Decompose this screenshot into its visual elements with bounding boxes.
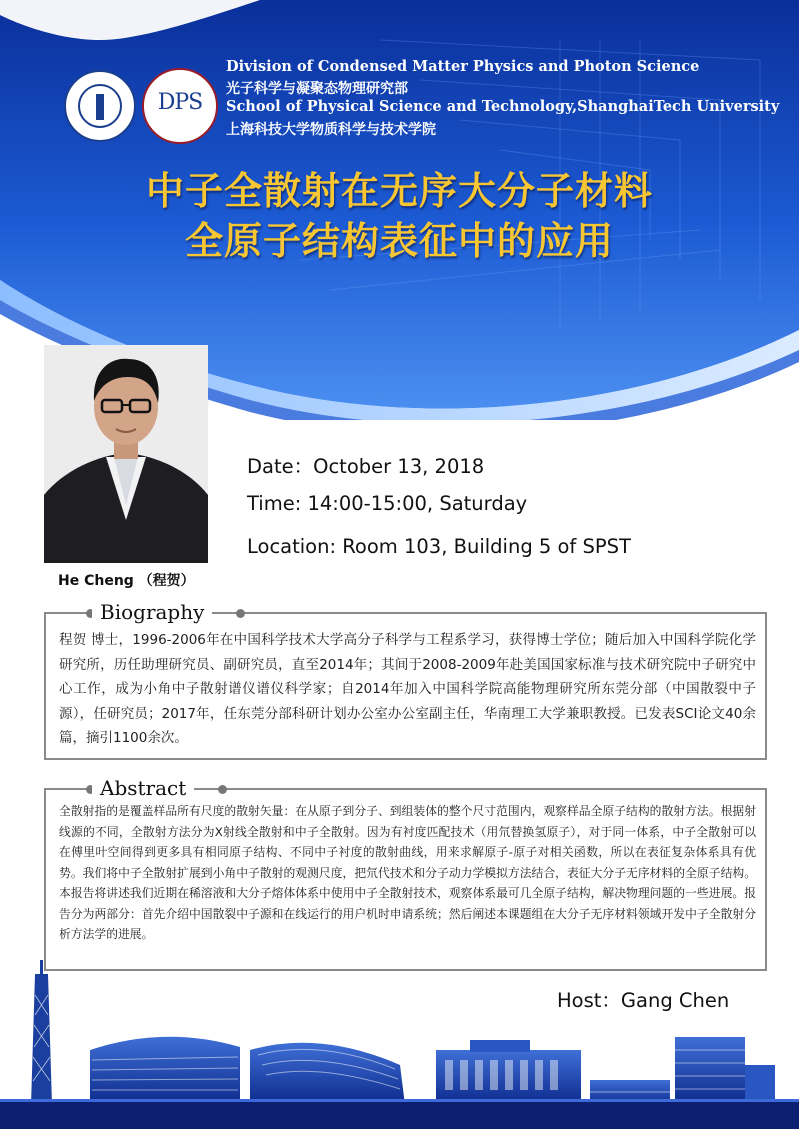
building-left-icon [90, 1037, 240, 1105]
event-time: Time: 14:00-15:00, Saturday [247, 492, 528, 515]
dps-logo-monogram: DPS [157, 90, 203, 115]
speaker-portrait-illustration [44, 345, 208, 563]
speaker-name: He Cheng （程贺） [58, 573, 195, 589]
building-dome-icon [250, 1043, 405, 1105]
campus-skyline-illustration [0, 955, 799, 1129]
abstract-section [44, 776, 767, 971]
host-name: Host：Gang Chen [557, 989, 730, 1012]
biography-heading: Biography [92, 600, 212, 624]
division-name-en: Division of Condensed Matter Physics and Photon Science [226, 58, 700, 75]
building-right-icon [590, 1037, 775, 1105]
abstract-text: 全散射指的是覆盖样品所有尺度的散射矢量：在从原子到分子、到组装体的整个尺寸范围内，观察样品全原子结构的散射方法。根据射线源的不同，全散射方法分为X射线全散射和中子全散射。因为有衬度匹配技术（用氘替换氢原子），对于同一体系，中子全散射可以在傅里叶空间得到更多具有相同原子结构、不同中子衬度的散射曲线，用来求解原子-原子对相关函数，所以在表征复杂体系具有优势。我们将中子全散射扩展到小角中子散射的观测尺度，把氘代技术和分子动力学模拟方法结合，表征大分子无序材料的全原子结构。本报告将讲述我们近期在稀溶液和大分子熔体体系中使用中子全散射技术，观察体系最可几全原子结构，解决物理问题的一些进展。报告分为两部分：首先介绍中国散裂中子源和在线运行的用户机时申请系统；然后阐述本课题组在大分子无序材料领域开发中子全散射分析方法学的进展。 [59, 804, 756, 941]
event-location: Location: Room 103, Building 5 of SPST [247, 535, 631, 558]
speaker-photo [44, 345, 208, 563]
school-name-en: School of Physical Science and Technology,ShanghaiTech University [226, 98, 780, 115]
dps-logo [142, 68, 218, 144]
talk-title-line1: 中子全散射在无序大分子材料 [145, 169, 653, 213]
event-date: Date：October 13, 2018 [247, 455, 485, 478]
abstract-heading: Abstract [92, 776, 194, 800]
school-name-zh: 上海科技大学物质科学与技术学院 [226, 122, 436, 138]
shanghaitech-university-logo [64, 70, 136, 142]
tv-tower-icon [31, 960, 52, 1105]
biography-text: 程贺 博士，1996-2006年在中国科学技术大学高分子科学与工程系学习，获得博士学位；随后加入中国科学院化学研究所，历任助理研究员、副研究员，直至2014年；其间于2008-2009年赴美国国家标准与技术研究院中子研究中心工作，成为小角中子散射谱仪谱仪科学家；自2014年加入中国科学院高能物理研究所东莞分部（中国散裂中子源），任研究员；2017年，任东莞分部科研计划办公室办公室副主任，华南理工大学兼职教授。已发表SCI论文40余篇，摘引1100余次。 [59, 632, 756, 746]
talk-title-line2: 全原子结构表征中的应用 [184, 219, 614, 263]
bullet-dot-icon [236, 609, 245, 618]
building-center-icon [436, 1040, 581, 1105]
logo-tower-emblem [96, 94, 104, 120]
footer-ground-bar [0, 1101, 799, 1129]
division-name-zh: 光子科学与凝聚态物理研究部 [226, 81, 408, 97]
biography-section [44, 600, 767, 760]
bullet-dot-icon [218, 785, 227, 794]
